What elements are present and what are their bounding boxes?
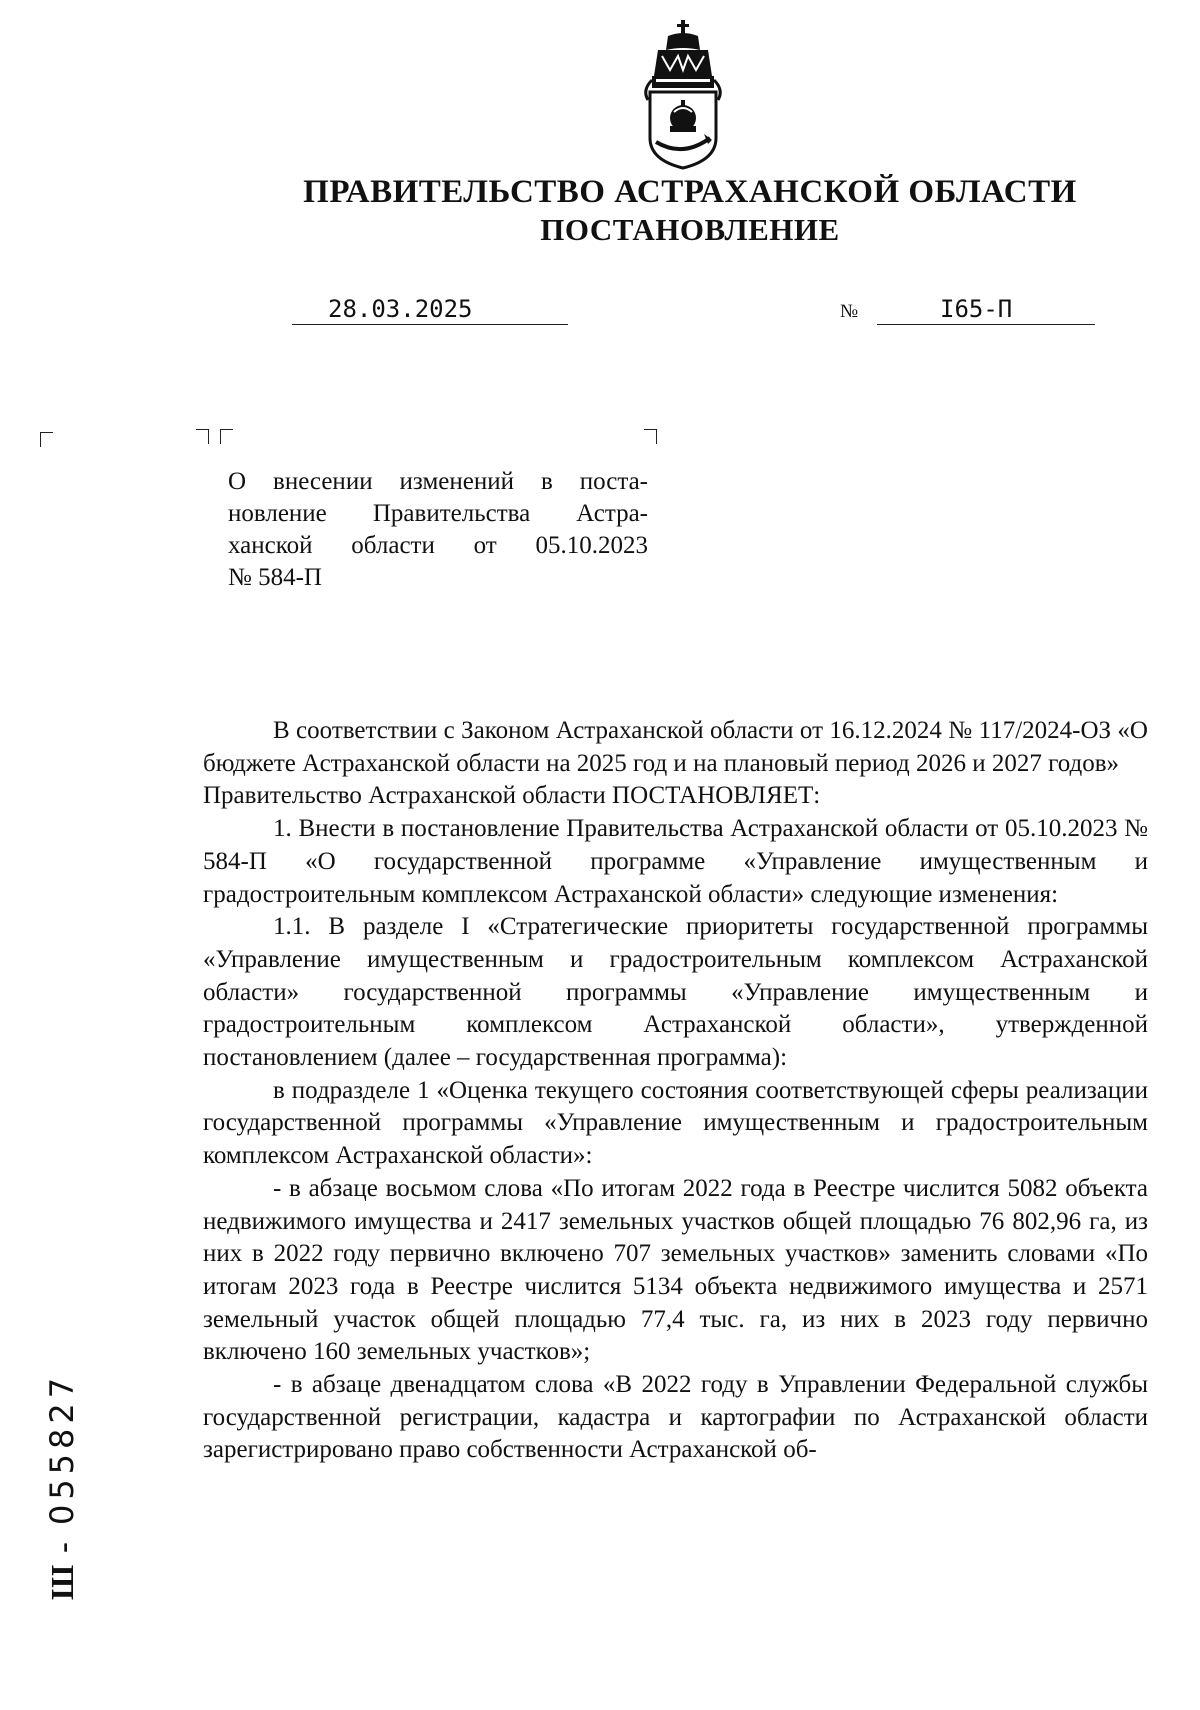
side-code-number: 055827 bbox=[43, 1372, 81, 1526]
body-paragraph: 1.1. В разделе I «Стратегические приоритеты государственной программы «Управление имущественным и градостроительным комплексом Астраханской области» государственной программы «Управление имущественным и градостроительным комплексом Астраханской области», утвержденной постановлением (далее – государственная программа): bbox=[203, 913, 1148, 1072]
body-paragraph: - в абзаце двенадцатом слова «В 2022 году в Управлении Федеральной службы государственной регистрации, кадастра и картографии по Астраханской области зарегистрировано право собственности Астраханской об- bbox=[203, 1371, 1148, 1464]
side-code-prefix: Ш - bbox=[44, 1540, 80, 1600]
corner-mark-subject-left-a bbox=[196, 429, 209, 444]
coat-of-arms-icon bbox=[638, 20, 728, 170]
body-paragraph: в подразделе 1 «Оценка текущего состояния соответствующей сферы реализации государственной программы «Управление имущественным и градостроительным комплексом Астраханской области»: bbox=[203, 1076, 1148, 1170]
corner-mark-subject-right bbox=[644, 429, 657, 444]
document-date: 28.03.2025 bbox=[328, 295, 473, 323]
document-number: I65-П bbox=[940, 295, 1013, 323]
body-paragraph: Правительство Астраханской области ПОСТАНОВЛЯЕТ: bbox=[203, 782, 821, 810]
side-serial-code bbox=[42, 1373, 82, 1600]
subject-line: О внесении изменений в поста- bbox=[228, 468, 648, 495]
corner-mark-subject-left-b bbox=[220, 429, 233, 444]
body-paragraph: В соответствии с Законом Астраханской области от 16.12.2024 № 117/2024-ОЗ «О бюджете Астраханской области на 2025 год и на плановый период 2026 и 2027 годов» bbox=[203, 717, 1148, 777]
number-field bbox=[877, 294, 1095, 325]
body-paragraph: - в абзаце восьмом слова «По итогам 2022 года в Реестре числится 5082 объекта недвижимого имущества и 2417 земельных участков общей площадью 76 802,96 га, из них в 2022 году первично включено 707 земельных участков» заменить словами «По итогам 2023 года в Реестре числится 5134 объекта недвижимого имущества и 2571 земельный участок общей площадью 77,4 тыс. га, из них в 2023 году первично включено 160 земельных участков»; bbox=[203, 1174, 1148, 1366]
body-paragraph: 1. Внести в постановление Правительства Астраханской области от 05.10.2023 № 584-П «О государственной программе «Управление имущественным и градостроительным комплексом Астраханской области» следующие изменения: bbox=[203, 815, 1148, 908]
corner-mark-left-margin bbox=[40, 432, 53, 447]
subject-line: ханской области от 05.10.2023 bbox=[228, 532, 648, 559]
document-subject bbox=[228, 466, 648, 594]
document-body bbox=[203, 715, 1148, 1467]
number-sign: № bbox=[840, 301, 859, 322]
subject-line: № 584-П bbox=[228, 564, 322, 591]
date-field bbox=[292, 294, 568, 325]
subject-line: новление Правительства Астра- bbox=[228, 500, 648, 527]
document-type: ПОСТАНОВЛЕНИЕ bbox=[540, 212, 840, 247]
government-title: ПРАВИТЕЛЬСТВО АСТРАХАНСКОЙ ОБЛАСТИ bbox=[303, 174, 1077, 210]
